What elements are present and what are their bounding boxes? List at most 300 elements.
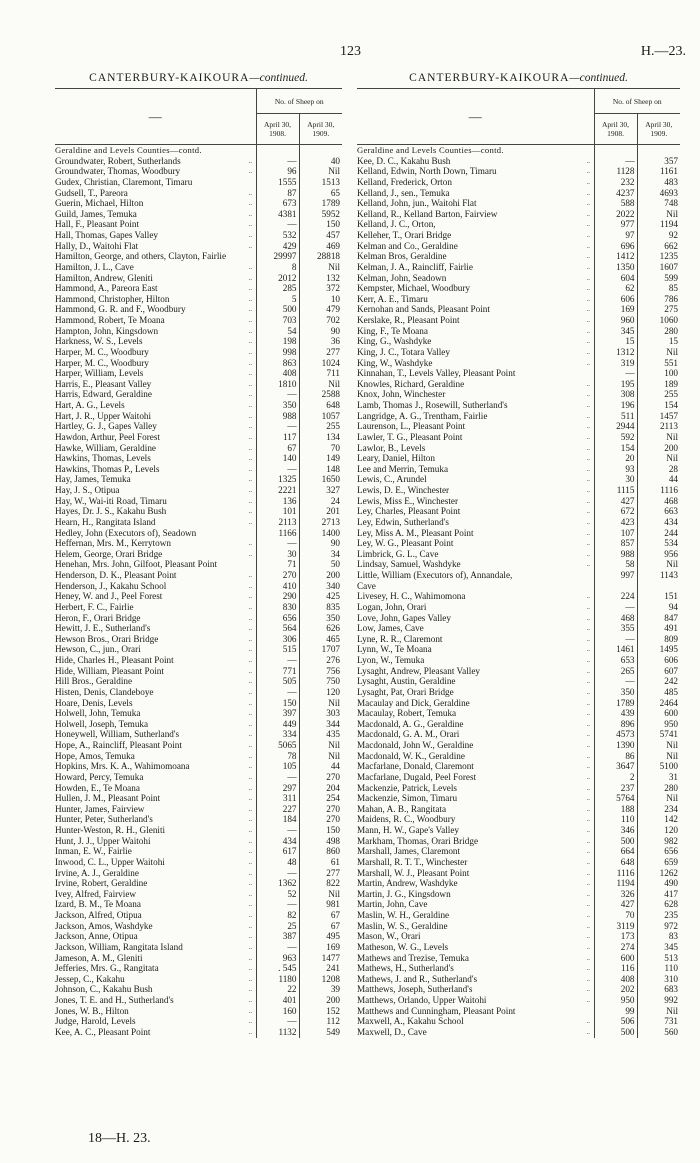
- table-row: [357, 517, 680, 528]
- table-row: [357, 400, 680, 411]
- row-name: Harper, William, Levels: [55, 368, 144, 379]
- table-row: [55, 708, 342, 719]
- sheep-1909: 1789: [299, 198, 342, 209]
- sheep-1909: 67: [299, 910, 342, 921]
- sheep-1909: 534: [637, 538, 680, 549]
- row-name: Mackenzie, Patrick, Levels: [357, 782, 457, 793]
- sheep-1908: 1555: [256, 177, 299, 188]
- row-name: Ley, Miss A. M., Pleasant Point: [357, 527, 474, 538]
- sheep-1908: 285: [256, 283, 299, 294]
- sheep-1909: 1457: [637, 411, 680, 422]
- row-leader: ..: [248, 464, 252, 473]
- sheep-1908: 140: [256, 453, 299, 464]
- sheep-1908: 656: [256, 613, 299, 624]
- table-row: [357, 549, 680, 560]
- sheep-1908: 500: [594, 836, 637, 847]
- sheep-1908: 169: [594, 304, 637, 315]
- sheep-1908: —: [256, 464, 299, 475]
- table-row: [55, 453, 342, 464]
- table-row: [55, 368, 342, 379]
- row-leader: ..: [586, 836, 590, 845]
- row-leader: ..: [586, 762, 590, 771]
- row-leader: ..: [248, 358, 252, 367]
- row-leader: ..: [586, 804, 590, 813]
- sheep-1909: 5741: [637, 729, 680, 740]
- sheep-1909: 731: [637, 1016, 680, 1027]
- sheep-1909: 277: [299, 868, 342, 879]
- row-name: Macdonald, John W., Geraldine: [357, 740, 474, 750]
- row-leader: ..: [248, 815, 252, 824]
- table-row: [357, 538, 680, 549]
- row-name: Jackson, Anne, Otipua: [55, 931, 138, 942]
- table-row: [357, 655, 680, 666]
- sheep-1908: 62: [594, 283, 637, 294]
- sheep-1908: 427: [594, 496, 637, 507]
- sheep-1909: 847: [637, 613, 680, 624]
- row-leader: ..: [248, 422, 252, 431]
- table-row: [357, 304, 680, 315]
- right-column-title: [357, 68, 680, 89]
- row-leader: ..: [248, 188, 252, 197]
- sheep-1909: 809: [637, 634, 680, 645]
- row-name: Hawke, William, Geraldine: [55, 442, 156, 453]
- row-leader: ..: [248, 241, 252, 250]
- sheep-1909: Nil: [637, 209, 680, 220]
- row-leader: ..: [248, 656, 252, 664]
- sheep-1909: 756: [299, 666, 342, 677]
- row-leader: ..: [248, 475, 252, 484]
- row-name: Hay, J. S., Otipua: [55, 485, 120, 495]
- table-row: [357, 623, 680, 634]
- sheep-1909: 255: [299, 421, 342, 432]
- row-name: Martin, J. G., Kingsdown: [357, 888, 451, 899]
- sheep-1908: 664: [594, 846, 637, 857]
- sheep-1908: 387: [256, 931, 299, 942]
- table-row: [357, 953, 680, 964]
- sheep-1909: 1208: [299, 974, 342, 985]
- sheep-1908: 345: [594, 326, 637, 337]
- row-leader: ..: [248, 741, 252, 749]
- sheep-1908: 30: [256, 549, 299, 560]
- sheep-1909: 1057: [299, 411, 342, 422]
- sheep-1909: 1495: [637, 644, 680, 655]
- sheep-1909: 483: [637, 177, 680, 188]
- sheep-1908: 1115: [594, 485, 637, 496]
- sheep-1908: 270: [256, 570, 299, 581]
- row-leader: ..: [248, 305, 252, 314]
- table-row: [55, 538, 342, 549]
- sheep-1908: 997: [594, 570, 637, 581]
- row-name: Geraldine and Levels Counties—contd.: [55, 145, 202, 155]
- sheep-1909: 435: [299, 729, 342, 740]
- row-name: Hally, D., Waitohi Flat: [55, 240, 139, 251]
- row-leader: [245, 177, 256, 188]
- sheep-1908: 306: [256, 634, 299, 645]
- row-leader: ..: [248, 719, 252, 728]
- row-leader: ..: [586, 666, 590, 675]
- row-leader: ..: [586, 507, 590, 516]
- row-name: King, J. C., Totara Valley: [357, 346, 450, 357]
- sheep-1909: Nil: [637, 751, 680, 762]
- sheep-1908: 350: [256, 400, 299, 411]
- sheep-1909: 270: [299, 814, 342, 825]
- row-leader: ..: [248, 857, 252, 866]
- table-row: [55, 613, 342, 624]
- sheep-1908: 408: [594, 974, 637, 985]
- sheep-1908: 1166: [256, 528, 299, 539]
- sheep-1909: 234: [637, 804, 680, 815]
- sheep-1908: —: [594, 156, 637, 167]
- table-row: [55, 464, 342, 475]
- sheep-1908: 67: [256, 443, 299, 454]
- table-row: [55, 931, 342, 942]
- sheep-1908: 960: [594, 315, 637, 326]
- row-leader: ..: [248, 921, 252, 930]
- row-leader: ..: [586, 337, 590, 346]
- table-row: [55, 846, 342, 857]
- row-name: Kempster, Michael, Woodbury: [357, 283, 471, 294]
- row-leader: ..: [248, 496, 252, 505]
- sheep-1909: Nil: [637, 453, 680, 464]
- row-leader: ..: [248, 964, 252, 973]
- row-name: Holwell, Joseph, Temuka: [55, 718, 149, 729]
- sheep-1908: 1194: [594, 878, 637, 889]
- sheep-1908: 397: [256, 708, 299, 719]
- table-row: [55, 304, 342, 315]
- sheep-1909: 628: [637, 899, 680, 910]
- sheep-1908: 1810: [256, 379, 299, 390]
- table-row: [55, 177, 342, 188]
- row-name: Irvine, Robert, Geraldine: [55, 878, 148, 889]
- row-leader: ..: [586, 783, 590, 792]
- row-name: Livesey, H. C., Wahimomona: [357, 591, 466, 602]
- table-row: [55, 942, 342, 953]
- row-name: Macaulay and Dick, Geraldine: [357, 697, 470, 708]
- sheep-1908: —: [256, 825, 299, 836]
- sheep-1908: 1132: [256, 1027, 299, 1038]
- row-name: Inwood, C. L., Upper Waitohi: [55, 856, 165, 867]
- sheep-1909: 683: [637, 984, 680, 995]
- table-row: [357, 698, 680, 709]
- sheep-1908: 988: [256, 411, 299, 422]
- sheep-1909: 65: [299, 188, 342, 199]
- row-name: Mahan, A. B., Rangitata: [357, 803, 447, 814]
- sheep-1908: 30: [594, 474, 637, 485]
- row-leader: ..: [248, 316, 252, 324]
- row-name: Macfarlane, Donald, Claremont: [357, 761, 474, 772]
- sheep-1909: Nil: [299, 740, 342, 751]
- row-leader: ..: [586, 464, 590, 473]
- row-name: Mackenzie, Simon, Timaru: [357, 793, 458, 804]
- row-leader: ..: [248, 602, 252, 611]
- table-row: [357, 262, 680, 273]
- row-name: Ley, W. G., Pleasant Point: [357, 538, 454, 549]
- table-row: [55, 485, 342, 496]
- row-leader: ..: [248, 411, 252, 420]
- table-row: [55, 868, 342, 879]
- table-row: [55, 156, 342, 167]
- table-row: [357, 825, 680, 836]
- sheep-1909: 1707: [299, 644, 342, 655]
- sheep-1909: 1513: [299, 177, 342, 188]
- row-leader: [583, 581, 594, 592]
- sheep-1908: 1412: [594, 251, 637, 262]
- right-sheep-header: No. of Sheep on: [594, 89, 680, 114]
- sheep-1908: 1362: [256, 878, 299, 889]
- sheep-1909: 599: [637, 273, 680, 284]
- row-name: Hewitt, J. E., Sutherland's: [55, 623, 151, 634]
- row-leader: ..: [248, 932, 252, 941]
- sheep-1908: 297: [256, 783, 299, 794]
- sheep-1909: 344: [299, 719, 342, 730]
- table-row: [55, 198, 342, 209]
- table-row: [357, 347, 680, 358]
- table-row: [357, 443, 680, 454]
- sheep-1909: 90: [299, 538, 342, 549]
- sheep-1908: 896: [594, 719, 637, 730]
- table-row: [55, 432, 342, 443]
- row-leader: ..: [586, 454, 590, 463]
- row-leader: ..: [248, 262, 252, 271]
- row-leader: ..: [586, 624, 590, 633]
- row-leader: ..: [586, 262, 590, 271]
- row-leader: ..: [586, 422, 590, 431]
- row-name: King, G., Washdyke: [357, 336, 432, 347]
- sheep-1909: 200: [299, 570, 342, 581]
- row-name: Inman, E. W., Fairlie: [55, 846, 132, 857]
- sheep-1909: 277: [299, 347, 342, 358]
- row-leader: ..: [586, 698, 590, 707]
- row-leader: ..: [586, 1027, 590, 1036]
- sheep-1909: 235: [637, 910, 680, 921]
- sheep-1909: 662: [637, 241, 680, 252]
- row-leader: ..: [248, 220, 252, 229]
- row-name: Hunter, Peter, Sutherland's: [55, 814, 153, 825]
- sheep-1908: 511: [594, 411, 637, 422]
- table-row: [55, 634, 342, 645]
- row-name: Hay, W., Wai-iti Road, Timaru: [55, 495, 167, 506]
- row-name: Kelman, John, Seadown: [357, 272, 447, 283]
- row-name: Kinnahan, T., Levels Valley, Pleasant Point: [357, 368, 516, 379]
- sheep-1909: 1024: [299, 358, 342, 369]
- row-leader: ..: [586, 826, 590, 834]
- sheep-1909: 1143: [637, 570, 680, 581]
- row-name: Hoare, Denis, Levels: [55, 697, 133, 708]
- sheep-1908: 648: [594, 857, 637, 868]
- row-name: Judge, Harold, Levels: [55, 1016, 136, 1027]
- sheep-1909: 607: [637, 666, 680, 677]
- sheep-1908: 224: [594, 591, 637, 602]
- table-row: [357, 613, 680, 624]
- row-name: Harper, M. C., Woodbury: [55, 357, 149, 368]
- sheep-1909: Nil: [637, 793, 680, 804]
- table-row: [55, 294, 342, 305]
- sheep-1909: 835: [299, 602, 342, 613]
- right-table-body: [357, 145, 680, 1038]
- row-leader: ..: [248, 231, 252, 239]
- table-row: [357, 198, 680, 209]
- right-title-cont: —continued.: [569, 72, 628, 84]
- table-row: [357, 899, 680, 910]
- row-name: Marshall, R. T. T., Winchester: [357, 856, 468, 867]
- sheep-1908: 15: [594, 336, 637, 347]
- row-name: Hewson, C., jun., Orari: [55, 644, 141, 655]
- sheep-1909: 275: [637, 304, 680, 315]
- sheep-1909: 150: [299, 219, 342, 230]
- row-name: Henehan, Mrs. John, Gilfoot, Pleasant Point: [55, 559, 218, 570]
- sheep-1908: 2221: [256, 485, 299, 496]
- sheep-1909: 85: [637, 283, 680, 294]
- row-name: Macdonald, A. G., Geraldine: [357, 718, 464, 729]
- sheep-1909: 148: [299, 464, 342, 475]
- table-row: [55, 517, 342, 528]
- sheep-1908: 439: [594, 708, 637, 719]
- table-row: [55, 241, 342, 252]
- row-name: Hunter, James, Fairview: [55, 803, 145, 814]
- sheep-1908: —: [256, 655, 299, 666]
- sheep-1909: 254: [299, 793, 342, 804]
- sheep-1908: 97: [594, 230, 637, 241]
- row-leader: ..: [586, 358, 590, 367]
- sheep-1908: 1325: [256, 474, 299, 485]
- table-row: [55, 623, 342, 634]
- row-name: Histen, Denis, Clandeboye: [55, 686, 154, 697]
- row-name: Hammond, A., Pareora East: [55, 283, 158, 294]
- sheep-1908: 410: [256, 581, 299, 592]
- sheep-1909: 67: [299, 921, 342, 932]
- table-row: [357, 857, 680, 868]
- sheep-1908: 5065: [256, 740, 299, 751]
- table-row: [357, 219, 680, 230]
- row-name: Henderson, D. K., Pleasant Point: [55, 570, 177, 580]
- table-row: [55, 358, 342, 369]
- table-row: [55, 602, 342, 613]
- sheep-1909: Nil: [637, 1006, 680, 1017]
- row-leader: ..: [248, 1017, 252, 1026]
- sheep-1908: 265: [594, 666, 637, 677]
- table-row: [55, 1006, 342, 1017]
- sheep-1909: 70: [299, 443, 342, 454]
- row-leader: ..: [586, 528, 590, 537]
- row-leader: ..: [248, 698, 252, 707]
- sheep-1908: —: [256, 389, 299, 400]
- row-leader: ..: [248, 783, 252, 792]
- row-leader: ..: [248, 549, 252, 558]
- sheep-1908: 101: [256, 506, 299, 517]
- row-name: Laurenson, L., Pleasant Point: [357, 421, 466, 432]
- sheep-1909: [637, 581, 680, 592]
- table-row: [357, 166, 680, 177]
- sheep-1909: 469: [299, 241, 342, 252]
- row-leader: ..: [248, 942, 252, 951]
- row-leader: ..: [248, 900, 252, 909]
- row-name: Guerin, Michael, Hilton: [55, 198, 144, 209]
- row-leader: [583, 570, 594, 581]
- row-leader: ..: [248, 294, 252, 303]
- row-name: Kelleher, T., Orari Bridge: [357, 230, 452, 240]
- row-leader: ..: [586, 921, 590, 930]
- sheep-1908: 71: [256, 559, 299, 570]
- sheep-1909: Nil: [299, 889, 342, 900]
- row-name: Kelman Bros, Geraldine: [357, 251, 447, 262]
- row-leader: ..: [586, 539, 590, 548]
- row-leader: ..: [586, 964, 590, 973]
- row-leader: ..: [586, 220, 590, 229]
- table-row: [357, 358, 680, 369]
- table-row: [55, 772, 342, 783]
- row-name: Jones, W. B., Hilton: [55, 1005, 129, 1016]
- row-name: Markham, Thomas, Orari Bridge: [357, 835, 479, 846]
- sheep-1908: 1461: [594, 644, 637, 655]
- table-row: [55, 549, 342, 560]
- row-leader: ..: [586, 687, 590, 696]
- row-name: Matthews, Orlando, Upper Waitohi: [357, 995, 487, 1005]
- row-leader: ..: [248, 199, 252, 208]
- sheep-1909: 950: [637, 719, 680, 730]
- sheep-1908: 93: [594, 464, 637, 475]
- row-name: Hunter-Weston, R. H., Gleniti: [55, 825, 166, 835]
- row-name: Jameson, A. M., Gleniti: [55, 952, 143, 963]
- row-name: Lysaght, Andrew, Pleasant Valley: [357, 665, 480, 676]
- table-row: [55, 347, 342, 358]
- row-leader: ..: [248, 889, 252, 898]
- sheep-1909: 201: [299, 506, 342, 517]
- sheep-1908: 237: [594, 783, 637, 794]
- sheep-1909: 150: [299, 825, 342, 836]
- sheep-1909: 2464: [637, 698, 680, 709]
- table-row: [55, 591, 342, 602]
- sheep-1909: 242: [637, 676, 680, 687]
- row-name: Hammond, Christopher, Hilton: [55, 293, 170, 304]
- row-name: Low, James, Cave: [357, 623, 424, 634]
- row-leader: ..: [586, 634, 590, 643]
- table-row: [357, 283, 680, 294]
- sheep-1908: 423: [594, 517, 637, 528]
- row-name: Maslin, W. S., Geraldine: [357, 920, 448, 931]
- row-name: Kelland, John, jun., Waitohi Flat: [357, 198, 477, 209]
- row-leader: ..: [586, 751, 590, 760]
- row-leader: ..: [586, 847, 590, 856]
- sheep-1909: 255: [637, 389, 680, 400]
- sheep-1909: 31: [637, 772, 680, 783]
- table-row: [55, 570, 342, 581]
- row-name: Kerr, A. E., Timaru: [357, 293, 428, 304]
- table-row: [55, 878, 342, 889]
- row-name: Howden, E., Te Moana: [55, 782, 140, 793]
- table-row: [357, 188, 680, 199]
- table-row: [55, 400, 342, 411]
- row-leader: ..: [248, 486, 252, 494]
- row-leader: ..: [586, 889, 590, 898]
- row-name: Howard, Percy, Temuka: [55, 771, 144, 782]
- row-leader: ..: [248, 454, 252, 463]
- row-name: Harkness, W. S., Levels: [55, 336, 143, 347]
- sheep-1909: 90: [299, 326, 342, 337]
- sheep-1908: —: [256, 538, 299, 549]
- row-name: Lyon, W., Temuka: [357, 655, 425, 665]
- table-row: [55, 559, 342, 570]
- sheep-1908: 311: [256, 793, 299, 804]
- row-leader: [583, 145, 594, 156]
- row-name: Kelland, Edwin, North Down, Timaru: [357, 166, 497, 177]
- sheep-1908: 1180: [256, 974, 299, 985]
- row-name: Martin, John, Cave: [357, 899, 428, 910]
- table-row: [357, 740, 680, 751]
- row-leader: ..: [586, 602, 590, 611]
- sheep-1908: 274: [594, 942, 637, 953]
- left-table: [55, 145, 342, 1038]
- row-leader: ..: [248, 974, 252, 983]
